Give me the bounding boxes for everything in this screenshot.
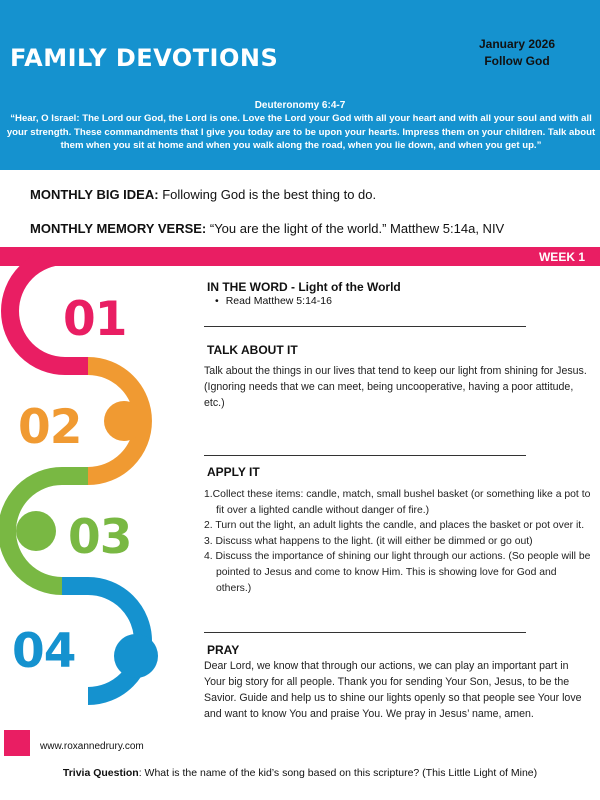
pray-heading: PRAY [207, 643, 240, 657]
apply-it-steps [204, 487, 594, 596]
week-label: WEEK 1 [538, 250, 585, 264]
node-blue [114, 634, 158, 678]
in-the-word-heading: IN THE WORD - Light of the World [207, 280, 401, 294]
theme-text: Follow God [484, 54, 550, 68]
number-04: 04 [12, 624, 76, 679]
trivia-question [0, 767, 600, 779]
memory-verse-label: MONTHLY MEMORY VERSE: [30, 221, 207, 236]
date-text: January 2026 [478, 37, 556, 51]
trivia-text: : What is the name of the kid’s song based on this scripture? (This Little Light of Mine) [138, 767, 538, 779]
big-idea-label: MONTHLY BIG IDEA: [30, 187, 159, 202]
number-03: 03 [68, 510, 132, 565]
trivia-label: Trivia Question [62, 767, 139, 779]
date-box [472, 36, 562, 70]
number-01: 01 [63, 292, 127, 347]
header-banner [0, 0, 600, 170]
scripture-reference: Deuteronomy 6:4-7 [254, 100, 346, 111]
footer-pink-square [4, 730, 30, 756]
pray-text: Dear Lord, we know that through our actions, we can play an important part in Your big story for all people. Thank you for sending Your Son, Jesus, to be the Savior. Guide and help us to shine our lights openly so that people see Your love and want to know You and praise You. We pray in Jesus’ name, amen. [204, 660, 582, 720]
page-title: FAMILY DEVOTIONS [10, 44, 279, 72]
memory-verse-text: “You are the light of the world.” Matthew 5:14a, NIV [209, 221, 505, 236]
website-link[interactable]: www.roxannedrury.com [40, 741, 144, 752]
divider-3 [204, 632, 526, 633]
divider-2 [204, 455, 526, 456]
apply-step-2: 2. Turn out the light, an adult lights the candle, and places the basket or pot over it. [204, 520, 585, 532]
big-idea-text: Following God is the best thing to do. [162, 187, 377, 202]
apply-step-3: 3. Discuss what happens to the light. (it will either be dimmed or go out) [204, 535, 533, 547]
number-02: 02 [18, 400, 82, 455]
talk-about-it-heading: TALK ABOUT IT [207, 343, 298, 357]
monthly-big-idea [30, 187, 376, 202]
node-green [16, 511, 56, 551]
divider-1 [204, 326, 526, 327]
monthly-memory-verse [30, 221, 504, 236]
apply-it-heading: APPLY IT [207, 465, 260, 479]
node-orange [104, 401, 144, 441]
talk-about-it-text: Talk about the things in our lives that tend to keep our light from shining for Jesus. (Ignoring needs that we can meet, being uncooperative, having a poor attitude, etc.) [204, 365, 587, 409]
scripture-text: “Hear, O Israel: The Lord our God, the Lord is one. Love the Lord your God with all your heart and with all your soul and with all your strength. These commandments that I give you today are to be upon your hearts. Impress them on your children. Talk about them when you sit at home and when you walk along the road, when you lie down, and when you get up.” [6, 113, 596, 151]
apply-step-4: 4. Discuss the importance of shining our light through our actions. (So people will be pointed to Jesus and come to know Him. This is showing love for God and others.) [204, 551, 591, 594]
apply-step-1: 1.Collect these items: candle, match, small bushel basket (or something like a pot to fit over a lighted candle without danger of fire.) [204, 489, 591, 516]
in-the-word-bullet: • Read Matthew 5:14-16 [215, 295, 332, 307]
